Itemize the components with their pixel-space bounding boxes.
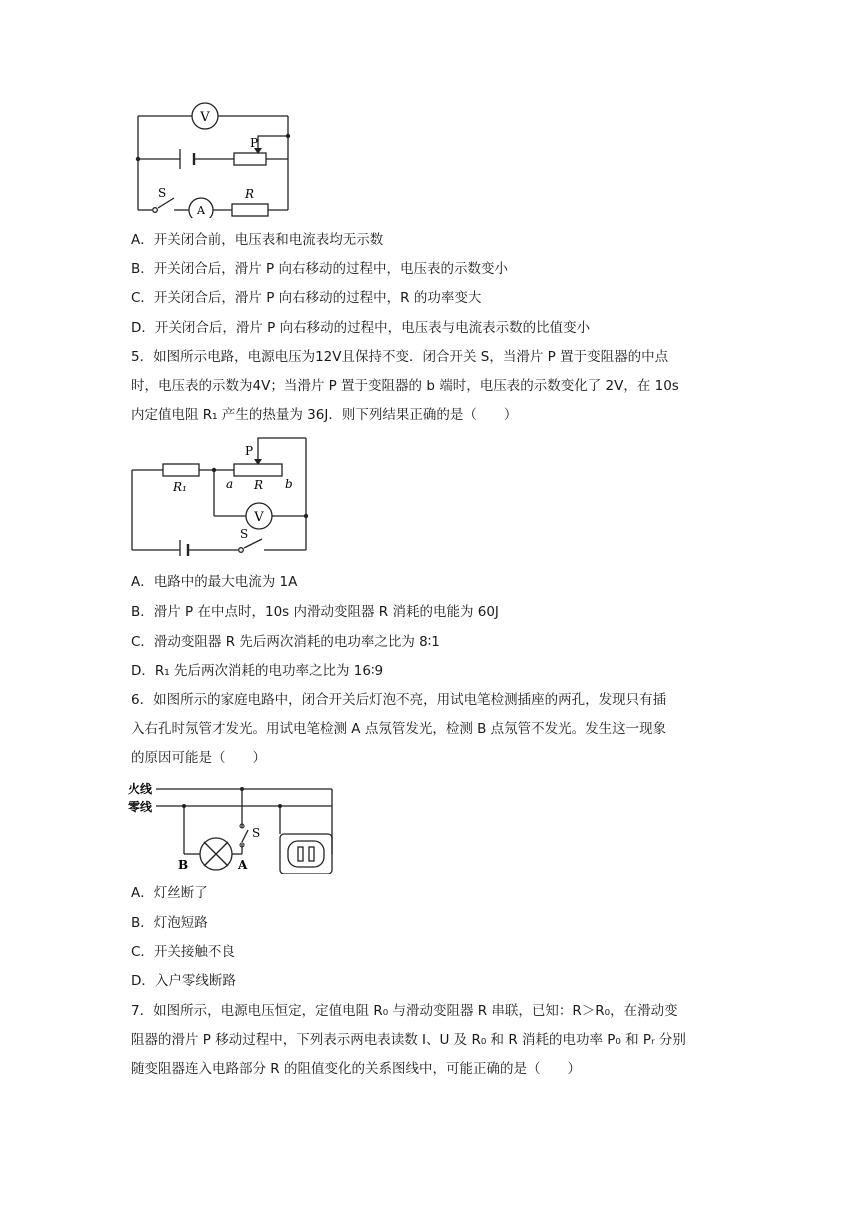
- q4-resistor-label: R: [245, 187, 255, 201]
- q4-option-d: D．开关闭合后，滑片 P 向右移动的过程中，电压表与电流表示数的比值变小: [131, 320, 591, 336]
- q5-r1-label: R₁: [173, 480, 187, 494]
- q6-live-wire-label: 火线: [128, 782, 153, 796]
- q6-point-b-label: B: [178, 858, 189, 872]
- q5-switch-label: S: [240, 527, 249, 541]
- q5-stem-line-3: 内定值电阻 R₁ 产生的热量为 36J．则下列结果正确的是（ ）: [131, 407, 518, 423]
- q7-stem: [131, 997, 729, 1084]
- q5-option-a: A．电路中的最大电流为 1A: [131, 574, 298, 590]
- q5-end-a-label: a: [226, 477, 234, 491]
- q5-end-b-label: b: [285, 477, 293, 491]
- q4-switch-label: S: [158, 186, 167, 200]
- q5-rheostat-label: R: [254, 478, 264, 492]
- q4-circuit-figure: [128, 98, 298, 218]
- q5-circuit-figure: [128, 436, 314, 556]
- q7-stem-line-2: 阻器的滑片 P 移动过程中，下列表示两电表读数 I、U 及 R₀ 和 R 消耗的电功率 P₀ 和 Pᵣ 分别: [131, 1032, 686, 1048]
- q5-slider-label: P: [245, 444, 254, 458]
- q6-option-a: A．灯丝断了: [131, 885, 208, 901]
- q5-stem-line-1: 5．如图所示电路，电源电压为12V且保持不变．闭合开关 S，当滑片 P 置于变阻器的中点: [131, 349, 669, 365]
- q6-household-circuit-figure: [128, 778, 338, 874]
- q4-ammeter-label: A: [197, 204, 205, 217]
- q4-slider-label: P: [250, 136, 259, 150]
- q6-stem-line-3: 的原因可能是（ ）: [131, 750, 266, 766]
- q5-option-c: C．滑动变阻器 R 先后两次消耗的电功率之比为 8∶1: [131, 634, 440, 650]
- q4-option-a: A．开关闭合前，电压表和电流表均无示数: [131, 232, 384, 248]
- q5-option-d: D．R₁ 先后两次消耗的电功率之比为 16∶9: [131, 663, 384, 679]
- q6-point-a-label: A: [238, 858, 248, 872]
- q5-option-b: B．滑片 P 在中点时，10s 内滑动变阻器 R 消耗的电能为 60J: [131, 604, 499, 620]
- q6-option-b: B．灯泡短路: [131, 915, 208, 931]
- q6-stem: [131, 686, 729, 773]
- q6-switch-label: S: [252, 826, 261, 840]
- q5-voltmeter-label: V: [254, 510, 264, 525]
- q4-voltmeter-label: V: [200, 110, 210, 125]
- q6-option-c: C．开关接触不良: [131, 944, 235, 960]
- q7-stem-line-3: 随变阻器连入电路部分 R 的阻值变化的关系图线中，可能正确的是（ ）: [131, 1061, 581, 1077]
- q4-option-b: B．开关闭合后，滑片 P 向右移动的过程中，电压表的示数变小: [131, 261, 508, 277]
- q7-stem-line-1: 7．如图所示，电源电压恒定，定值电阻 R₀ 与滑动变阻器 R 串联，已知：R＞R₀，在滑动变: [131, 1003, 678, 1019]
- q6-neutral-wire-label: 零线: [128, 800, 153, 814]
- q5-stem: [131, 343, 729, 430]
- q6-option-d: D．入户零线断路: [131, 973, 236, 989]
- q4-option-c: C．开关闭合后，滑片 P 向右移动的过程中，R 的功率变大: [131, 290, 482, 306]
- q6-stem-line-1: 6．如图所示的家庭电路中，闭合开关后灯泡不亮，用试电笔检测插座的两孔，发现只有插: [131, 692, 667, 708]
- q5-stem-line-2: 时，电压表的示数为4V；当滑片 P 置于变阻器的 b 端时，电压表的示数变化了 2V，在 10s: [131, 378, 679, 394]
- q6-stem-line-2: 入右孔时氖管才发光。用试电笔检测 A 点氖管发光，检测 B 点氖管不发光。发生这一现象: [131, 721, 667, 737]
